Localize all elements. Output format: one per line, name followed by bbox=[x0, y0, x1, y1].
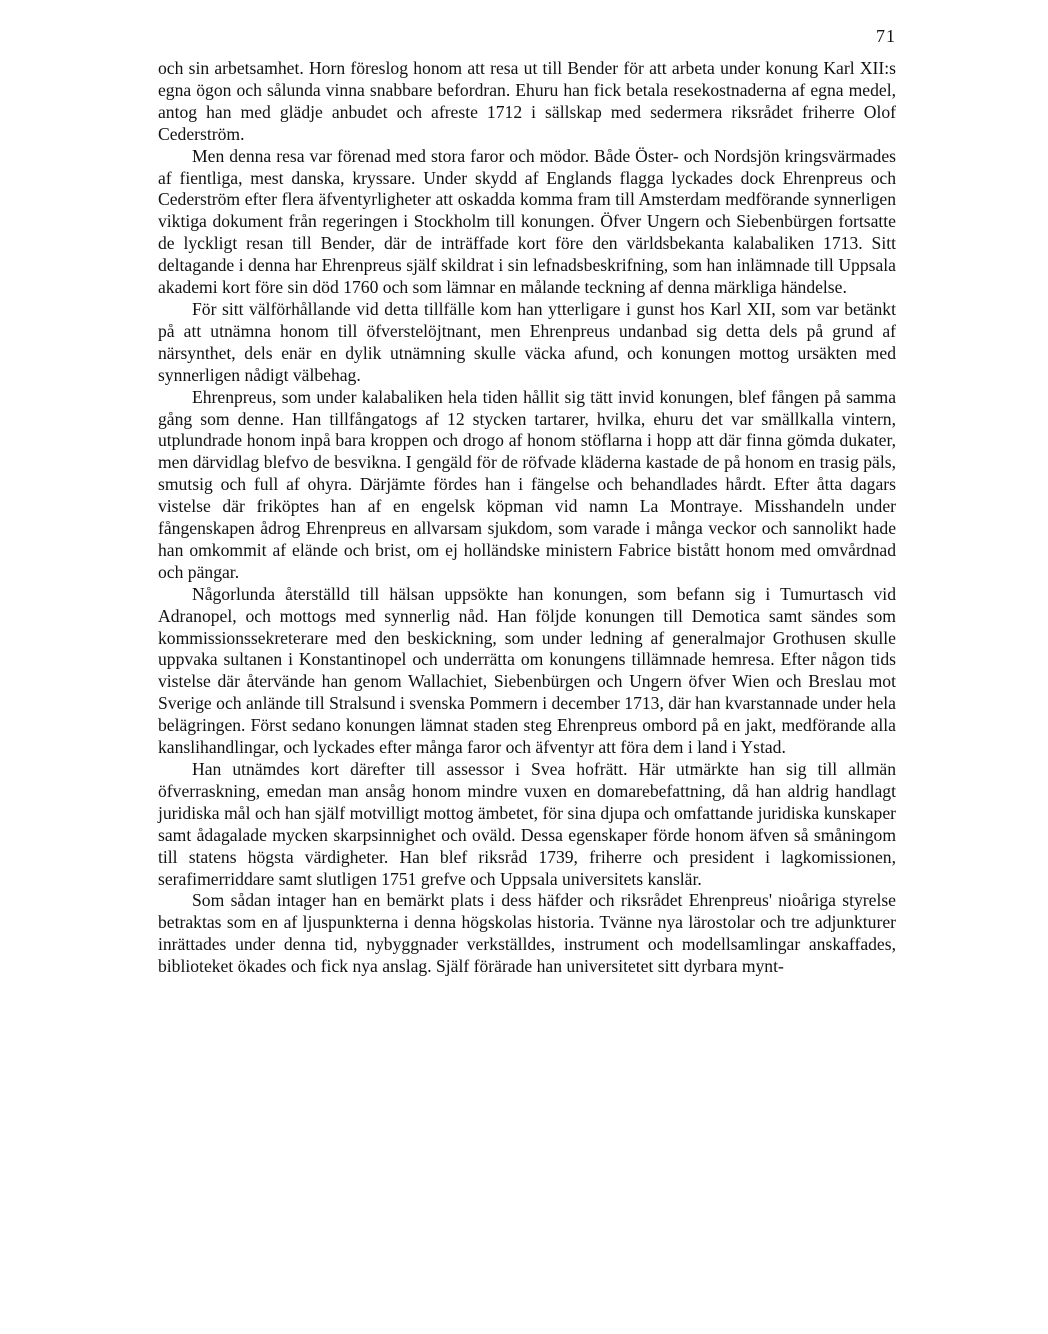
paragraph-5: Någorlunda återställd till hälsan uppsökte han konungen, som befann sig i Tumurtasch vid Adranopel, och mottogs med synnerlig nåd. Han följde konungen till Demotica samt sändes som kommissionssekreterare med den beskickning, som under ledning af generalmajor Grothusen skulle uppvaka sultanen i Konstantinopel och underrätta om konungens tillämnade hemresa. Efter någon tids vistelse där återvände han genom Wallachiet, Siebenbürgen och Ungern öfver Wien och Breslau mot Sverige och anlände till Stralsund i svenska Pommern i december 1713, där han kvarstannade under hela belägringen. Först sedano konungen lämnat staden steg Ehrenpreus ombord på en jakt, medförande alla kanslihandlingar, och lyckades efter många faror och äfventyr att föra dem i land i Ystad. bbox=[158, 583, 896, 758]
paragraph-3: För sitt välförhållande vid detta tillfälle kom han ytterligare i gunst hos Karl XII, som var betänkt på att utnämna honom till öfverstelöjtnant, men Ehrenpreus undanbad sig detta dels på grund af närsynthet, dels enär en dylik utnämning skulle väcka afund, och konungen mottog ursäkten med synnerligen nådigt välbehag. bbox=[158, 298, 896, 385]
paragraph-7: Som sådan intager han en bemärkt plats i dess häfder och riksrådet Ehrenpreus' nioåriga styrelse betraktas som en af ljuspunkterna i denna högskolas historia. Tvänne nya lärostolar och tre adjunkturer inrättades under denna tid, nybyggnader verkställdes, instrument och modellsamlingar anskaffades, biblioteket ökades och fick nya anslag. Själf förärade han universitetet sitt dyrbara mynt- bbox=[158, 890, 896, 977]
paragraph-1: och sin arbetsamhet. Horn föreslog honom att resa ut till Bender för att arbeta under konung Karl XII:s egna ögon och sålunda vinna snabbare befordran. Ehuru han fick betala resekostnaderna af egna medel, antog han med glädje anbudet och afreste 1712 i sällskap med sedermera riksrådet friherre Olof Cederström. bbox=[158, 58, 896, 144]
page-number: 71 bbox=[876, 26, 896, 46]
paragraph-6: Han utnämdes kort därefter till assessor i Svea hofrätt. Här utmärkte han sig till allmän öfverraskning, emedan man ansåg honom mindre vuxen en domarebefattning, då han aldrig handlagt juridiska mål och han själf motvilligt mottog ämbetet, för sina djupa och omfattande juridiska kunskaper samt ådagalade mycken skarpsinnighet och oväld. Dessa egenskaper förde honom äfven så småningom till statens högsta värdigheter. Han blef riksråd 1739, friherre och president i lagkomissionen, serafimerriddare samt slutligen 1751 grefve och Uppsala universitets kanslär. bbox=[158, 759, 896, 889]
body-text bbox=[158, 58, 896, 978]
paragraph-2: Men denna resa var förenad med stora faror och mödor. Både Öster- och Nordsjön kringsvärmades af fientliga, mest danska, kryssare. Under skydd af Englands flagga lyckades dock Ehrenpreus och Cederström efter flera äfventyrligheter att oskadda komma fram till Amsterdam medförande synnerligen viktiga dokument från regeringen i Stockholm till konungen. Öfver Ungern och Siebenbürgen fortsatte de lyckligt resan till Bender, där de inträffade kort före den världsbekanta kalabaliken 1713. Sitt deltagande i denna har Ehrenpreus själf skildrat i sin lefnadsbeskrifning, som han inlämnade till Uppsala akademi kort före sin död 1760 och som lämnar en målande teckning af denna märkliga händelse. bbox=[158, 145, 896, 298]
paragraph-4: Ehrenpreus, som under kalabaliken hela tiden hållit sig tätt invid konungen, blef fången på samma gång som denne. Han tillfångatogs af 12 stycken tartarer, hvilka, ehuru det var smällkalla vintern, utplundrade honom inpå bara kroppen och drogo af honom stöflarna i hopp att där finna gömda dukater, men därvidlag blefvo de besvikna. I gengäld för de röfvade kläderna kastade de på honom en trasig päls, smutsig och full af ohyra. Därjämte fördes han i fängelse och behandlades hårdt. Efter åtta dagars vistelse där friköptes han af en engelsk köpman vid namn La Montraye. Misshandeln under fångenskapen ådrog Ehrenpreus en allvarsam sjukdom, som varade i många veckor och sannolikt hade han omkommit af elände och brist, om ej holländske ministern Fabrice bistått honom med omvårdnad och pängar. bbox=[158, 386, 896, 582]
